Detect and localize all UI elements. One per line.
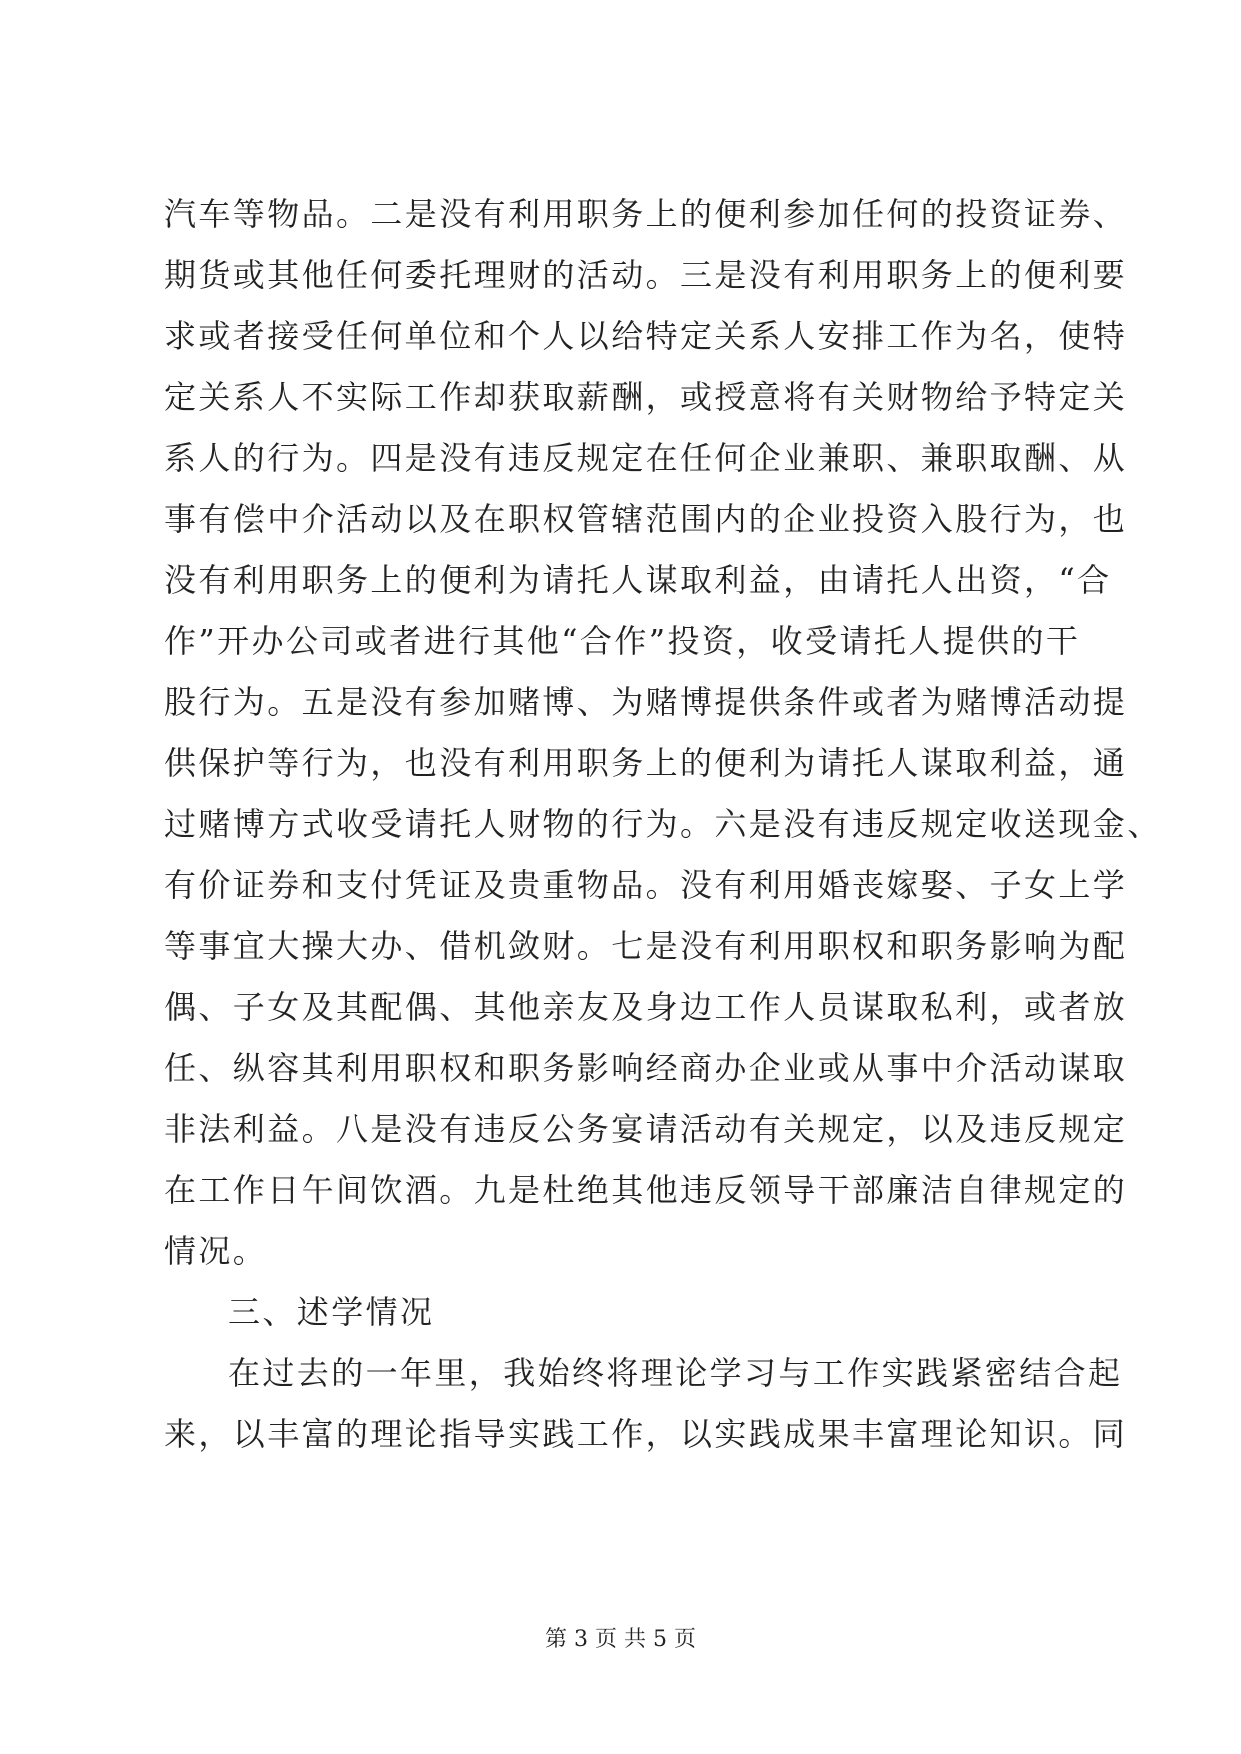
body-line: 求或者接受任何单位和个人以给特定关系人安排工作为名，使特 [164, 317, 1128, 355]
body-line: 有价证券和支付凭证及贵重物品。没有利用婚丧嫁娶、子女上学 [164, 866, 1128, 904]
body-line: 作”开办公司或者进行其他“合作”投资，收受请托人提供的干 [164, 622, 1081, 660]
page-number-footer: 第 3 页 共 5 页 [545, 1627, 696, 1652]
body-line: 供保护等行为，也没有利用职务上的便利为请托人谋取利益，通 [164, 744, 1128, 782]
body-line: 任、纵容其利用职权和职务影响经商办企业或从事中介活动谋取 [164, 1049, 1128, 1087]
body-line: 过赌博方式收受请托人财物的行为。六是没有违反规定收送现金、 [164, 805, 1162, 843]
body-line: 汽车等物品。二是没有利用职务上的便利参加任何的投资证券、 [164, 195, 1128, 233]
body-line: 情况。 [164, 1232, 268, 1270]
body-line: 系人的行为。四是没有违反规定在任何企业兼职、兼职取酬、从 [164, 439, 1128, 477]
body-line: 偶、子女及其配偶、其他亲友及身边工作人员谋取私利，或者放 [164, 988, 1128, 1026]
body-line: 定关系人不实际工作却获取薪酬，或授意将有关财物给予特定关 [164, 378, 1128, 416]
body-line: 非法利益。八是没有违反公务宴请活动有关规定，以及违反规定 [164, 1110, 1128, 1148]
section-heading: 三、述学情况 [228, 1293, 435, 1331]
body-line: 没有利用职务上的便利为请托人谋取利益，由请托人出资，“合 [164, 561, 1112, 599]
body-line: 事有偿中介活动以及在职权管辖范围内的企业投资入股行为，也 [164, 500, 1128, 538]
body-line: 期货或其他任何委托理财的活动。三是没有利用职务上的便利要 [164, 256, 1128, 294]
body-line: 等事宜大操大办、借机敛财。七是没有利用职权和职务影响为配 [164, 927, 1128, 965]
paragraph-first-line: 在过去的一年里，我始终将理论学习与工作实践紧密结合起 [228, 1354, 1123, 1392]
body-line: 来，以丰富的理论指导实践工作，以实践成果丰富理论知识。同 [164, 1415, 1128, 1453]
body-line: 股行为。五是没有参加赌博、为赌博提供条件或者为赌博活动提 [164, 683, 1128, 721]
body-line: 在工作日午间饮酒。九是杜绝其他违反领导干部廉洁自律规定的 [164, 1171, 1128, 1209]
